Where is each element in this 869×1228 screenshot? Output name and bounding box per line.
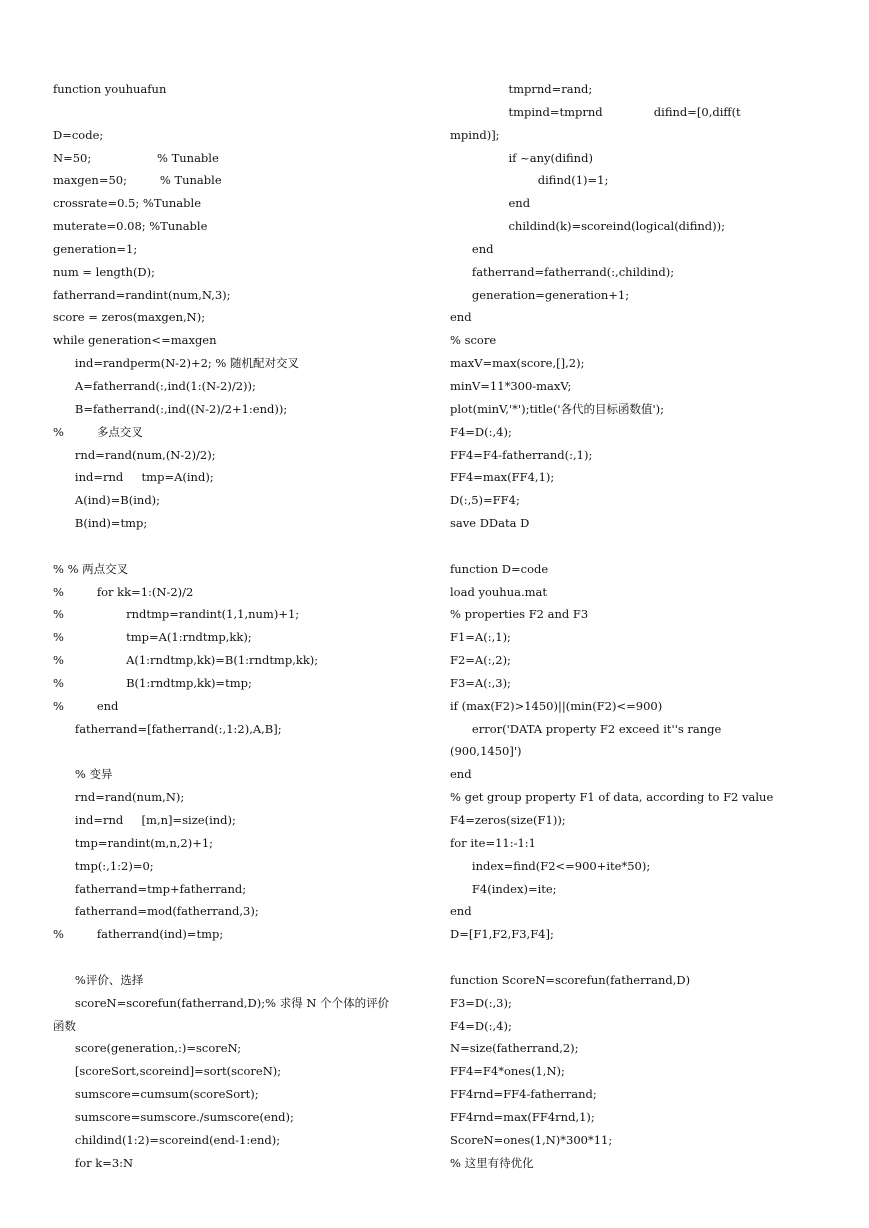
code-column-right	[450, 78, 820, 1175]
code-line: D(:,5)=FF4;	[450, 493, 520, 508]
code-line: fatherrand=[fatherrand(:,1:2),A,B];	[53, 721, 282, 736]
code-line	[53, 946, 423, 969]
code-line: % 变异	[53, 767, 113, 782]
code-line: % 多点交叉	[53, 424, 143, 439]
code-line: N=size(fatherrand,2);	[450, 1041, 579, 1056]
code-line: crossrate=0.5; %Tunable	[53, 196, 202, 211]
code-line: rnd=rand(num,N);	[53, 790, 185, 805]
code-line: % rndtmp=randint(1,1,num)+1;	[53, 607, 300, 622]
code-line: error('DATA property F2 exceed it''s range	[450, 721, 722, 736]
code-line: [scoreSort,scoreind]=sort(scoreN);	[53, 1064, 282, 1079]
code-line: A=fatherrand(:,ind(1:(N-2)/2));	[53, 378, 256, 393]
code-line: for ite=11:-1:1	[450, 835, 536, 850]
code-line: % end	[53, 698, 119, 713]
code-line: num = length(D);	[53, 264, 156, 279]
code-line: end	[450, 310, 472, 325]
code-column-left	[53, 78, 423, 1175]
code-line: for k=3:N	[53, 1155, 134, 1170]
code-line: FF4rnd=FF4-fatherrand;	[450, 1087, 597, 1102]
code-line: B=fatherrand(:,ind((N-2)/2+1:end));	[53, 401, 288, 416]
code-line: fatherrand=randint(num,N,3);	[53, 287, 231, 302]
code-line: generation=generation+1;	[450, 287, 630, 302]
code-line: % fatherrand(ind)=tmp;	[53, 927, 224, 942]
code-line: FF4=F4*ones(1,N);	[450, 1064, 565, 1079]
code-line: FF4=max(FF4,1);	[450, 470, 555, 485]
code-line: % for kk=1:(N-2)/2	[53, 584, 194, 599]
code-line: FF4=F4-fatherrand(:,1);	[450, 447, 593, 462]
code-line: score(generation,:)=scoreN;	[53, 1041, 242, 1056]
code-line: D=code;	[53, 127, 104, 142]
code-line: A(ind)=B(ind);	[53, 493, 161, 508]
code-line: function youhuafun	[53, 82, 167, 96]
code-line: %评价、选择	[53, 972, 144, 987]
code-line: end	[450, 196, 531, 211]
code-line: scoreN=scorefun(fatherrand,D);% 求得 N 个个体的评价	[53, 995, 390, 1010]
code-line: end	[450, 767, 472, 782]
code-line: % tmp=A(1:rndtmp,kk);	[53, 630, 252, 645]
code-line: ScoreN=ones(1,N)*300*11;	[450, 1132, 613, 1147]
code-line	[450, 946, 820, 969]
code-line: % A(1:rndtmp,kk)=B(1:rndtmp,kk);	[53, 653, 319, 668]
code-line: function D=code	[450, 561, 549, 576]
code-line: 函数	[53, 1018, 76, 1033]
code-line: index=find(F2<=900+ite*50);	[450, 858, 651, 873]
code-line: F3=D(:,3);	[450, 995, 512, 1010]
code-line: while generation<=maxgen	[53, 333, 217, 348]
code-line: F4(index)=ite;	[450, 881, 557, 896]
code-line: generation=1;	[53, 241, 138, 256]
code-line: fatherrand=fatherrand(:,childind);	[450, 264, 675, 279]
code-line: F4=D(:,4);	[450, 424, 512, 439]
code-line: maxgen=50; % Tunable	[53, 173, 222, 188]
code-line: % % 两点交叉	[53, 561, 129, 576]
code-line: tmp=randint(m,n,2)+1;	[53, 835, 214, 850]
code-line: B(ind)=tmp;	[53, 516, 148, 531]
code-line: sumscore=sumscore./sumscore(end);	[53, 1109, 294, 1124]
code-line: % B(1:rndtmp,kk)=tmp;	[53, 675, 252, 690]
code-line: N=50; % Tunable	[53, 150, 219, 165]
code-line: sumscore=cumsum(scoreSort);	[53, 1087, 259, 1102]
code-line: % score	[450, 333, 497, 348]
code-line: D=[F1,F2,F3,F4];	[450, 927, 554, 942]
code-line	[53, 535, 423, 558]
code-line: childind(1:2)=scoreind(end-1:end);	[53, 1132, 281, 1147]
code-line: % 这里有待优化	[450, 1155, 534, 1170]
code-line: minV=11*300-maxV;	[450, 378, 572, 393]
code-line: % get group property F1 of data, according to F2 value	[450, 790, 774, 805]
code-line: F1=A(:,1);	[450, 630, 511, 645]
code-line: tmp(:,1:2)=0;	[53, 858, 154, 873]
code-line: score = zeros(maxgen,N);	[53, 310, 206, 325]
code-line: ind=randperm(N-2)+2; % 随机配对交叉	[53, 356, 300, 371]
code-line: maxV=max(score,[],2);	[450, 356, 585, 371]
code-line: F3=A(:,3);	[450, 675, 511, 690]
code-line: childind(k)=scoreind(logical(difind));	[450, 219, 726, 234]
code-line: F4=D(:,4);	[450, 1018, 512, 1033]
code-line: muterate=0.08; %Tunable	[53, 219, 208, 234]
code-line	[450, 535, 820, 558]
code-line: rnd=rand(num,(N-2)/2);	[53, 447, 216, 462]
code-line: end	[450, 241, 494, 256]
code-line: save DData D	[450, 516, 530, 531]
code-line: difind(1)=1;	[450, 173, 609, 188]
code-line: plot(minV,'*');title('各代的目标函数值');	[450, 401, 665, 416]
code-line: FF4rnd=max(FF4rnd,1);	[450, 1109, 595, 1124]
code-line: mpind)];	[450, 127, 500, 142]
code-line: if (max(F2)>1450)||(min(F2)<=900)	[450, 698, 663, 713]
code-line: ind=rnd [m,n]=size(ind);	[53, 813, 236, 827]
code-line: % properties F2 and F3	[450, 607, 589, 622]
code-line	[53, 101, 423, 124]
code-line: load youhua.mat	[450, 584, 548, 599]
code-line: fatherrand=mod(fatherrand,3);	[53, 904, 259, 919]
code-line: tmpind=tmprnd difind=[0,diff(t	[450, 104, 741, 119]
code-line: tmprnd=rand;	[450, 82, 593, 96]
code-line: fatherrand=tmp+fatherrand;	[53, 881, 247, 896]
code-line: (900,1450]')	[450, 744, 522, 759]
code-line: function ScoreN=scorefun(fatherrand,D)	[450, 972, 691, 987]
code-line: F4=zeros(size(F1));	[450, 813, 566, 827]
code-line	[53, 740, 423, 763]
code-line: ind=rnd tmp=A(ind);	[53, 470, 214, 485]
code-line: end	[450, 904, 472, 919]
code-line: F2=A(:,2);	[450, 653, 511, 668]
code-line: if ~any(difind)	[450, 150, 593, 165]
